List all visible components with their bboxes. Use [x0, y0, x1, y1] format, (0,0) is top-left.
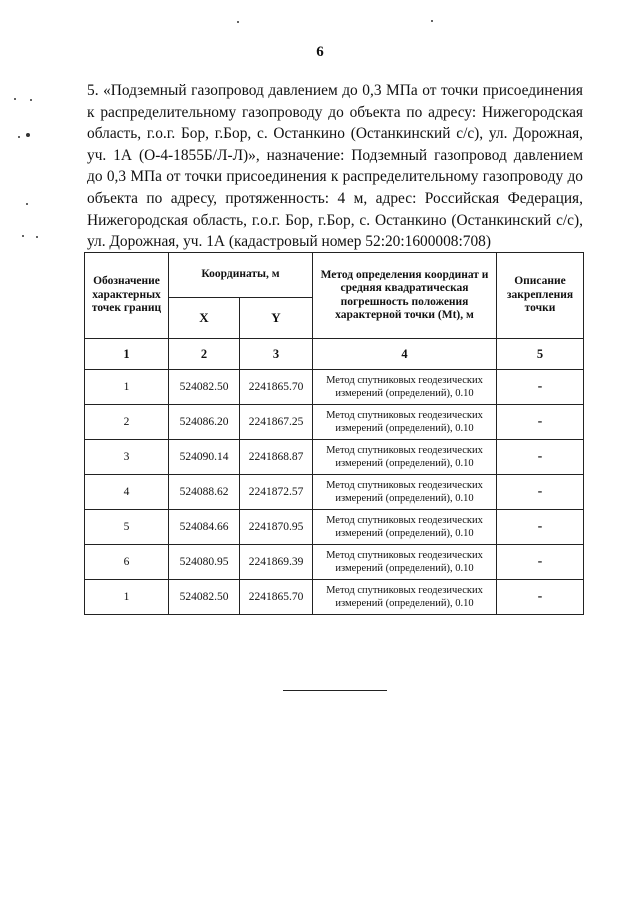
- table-row: [85, 370, 584, 405]
- column-number: 1: [85, 339, 169, 370]
- header-points: Обозначение характерных точек границ: [85, 253, 169, 339]
- page-number: 6: [316, 44, 324, 60]
- scan-speck: [36, 236, 38, 238]
- header-y: Y: [240, 298, 313, 339]
- x-cell: 524090.14: [169, 440, 240, 475]
- column-number-row: [85, 339, 584, 370]
- description-cell: -: [497, 580, 584, 615]
- x-cell: 524080.95: [169, 545, 240, 580]
- description-cell: -: [497, 545, 584, 580]
- scan-speck: [18, 136, 20, 138]
- method-cell: Метод спутниковых геодезических измерений (определений), 0.10: [313, 475, 497, 510]
- column-number: 2: [169, 339, 240, 370]
- x-cell: 524082.50: [169, 580, 240, 615]
- header-description: Описание закрепления точки: [497, 253, 584, 339]
- y-cell: 2241865.70: [240, 580, 313, 615]
- point-cell: 1: [85, 580, 169, 615]
- scan-speck: [22, 235, 24, 237]
- header-x: X: [169, 298, 240, 339]
- table-row: [85, 475, 584, 510]
- scan-speck: [14, 98, 16, 100]
- point-cell: 2: [85, 405, 169, 440]
- method-cell: Метод спутниковых геодезических измерений (определений), 0.10: [313, 440, 497, 475]
- point-cell: 3: [85, 440, 169, 475]
- description-cell: -: [497, 370, 584, 405]
- y-cell: 2241872.57: [240, 475, 313, 510]
- object-description: 5. «Подземный газопровод давлением до 0,3 МПа от точки присоединения к распределительному газопроводу до объекта по адресу: Нижегородская область, г.о.г. Бор, г.Бор, с. Останкино (Останкинский с/с), ул. Дорожная, уч. 1А (О-4-1855Б/Л-Л)», назначение: Подземный газопровод давлением до 0,3 МПа от точки присоединения к распределительному газопроводу до объекта по адресу, протяженность: 4 м, адрес: Российская Федерация, Нижегородская область, г.о.г. Бор, г.Бор, с. Останкино (Останкинский с/с), ул. Дорожная, уч. 1А (кадастровый номер 52:20:1600008:708): [87, 82, 583, 251]
- coordinates-table: [84, 252, 584, 615]
- y-cell: 2241865.70: [240, 370, 313, 405]
- table-row: [85, 510, 584, 545]
- column-number: 3: [240, 339, 313, 370]
- method-cell: Метод спутниковых геодезических измерений (определений), 0.10: [313, 510, 497, 545]
- scan-speck: [26, 133, 30, 137]
- point-cell: 1: [85, 370, 169, 405]
- x-cell: 524086.20: [169, 405, 240, 440]
- end-divider: [283, 690, 387, 691]
- header-method: Метод определения координат и средняя квадратическая погрешность положения характерной точки (Mt), м: [313, 253, 497, 339]
- table-row: [85, 545, 584, 580]
- y-cell: 2241867.25: [240, 405, 313, 440]
- table-row: [85, 405, 584, 440]
- point-cell: 4: [85, 475, 169, 510]
- table-row: [85, 440, 584, 475]
- method-cell: Метод спутниковых геодезических измерений (определений), 0.10: [313, 370, 497, 405]
- column-number: 4: [313, 339, 497, 370]
- header-coordinates: Координаты, м: [169, 253, 313, 298]
- y-cell: 2241870.95: [240, 510, 313, 545]
- method-cell: Метод спутниковых геодезических измерений (определений), 0.10: [313, 545, 497, 580]
- point-cell: 6: [85, 545, 169, 580]
- description-cell: -: [497, 510, 584, 545]
- y-cell: 2241868.87: [240, 440, 313, 475]
- method-cell: Метод спутниковых геодезических измерений (определений), 0.10: [313, 580, 497, 615]
- x-cell: 524082.50: [169, 370, 240, 405]
- column-number: 5: [497, 339, 584, 370]
- description-cell: -: [497, 440, 584, 475]
- y-cell: 2241869.39: [240, 545, 313, 580]
- scan-speck: [237, 21, 239, 23]
- scan-speck: [30, 99, 32, 101]
- description-cell: -: [497, 475, 584, 510]
- description-cell: -: [497, 405, 584, 440]
- scan-speck: [431, 20, 433, 22]
- x-cell: 524084.66: [169, 510, 240, 545]
- x-cell: 524088.62: [169, 475, 240, 510]
- scan-speck: [26, 203, 28, 205]
- point-cell: 5: [85, 510, 169, 545]
- table-row: [85, 580, 584, 615]
- method-cell: Метод спутниковых геодезических измерений (определений), 0.10: [313, 405, 497, 440]
